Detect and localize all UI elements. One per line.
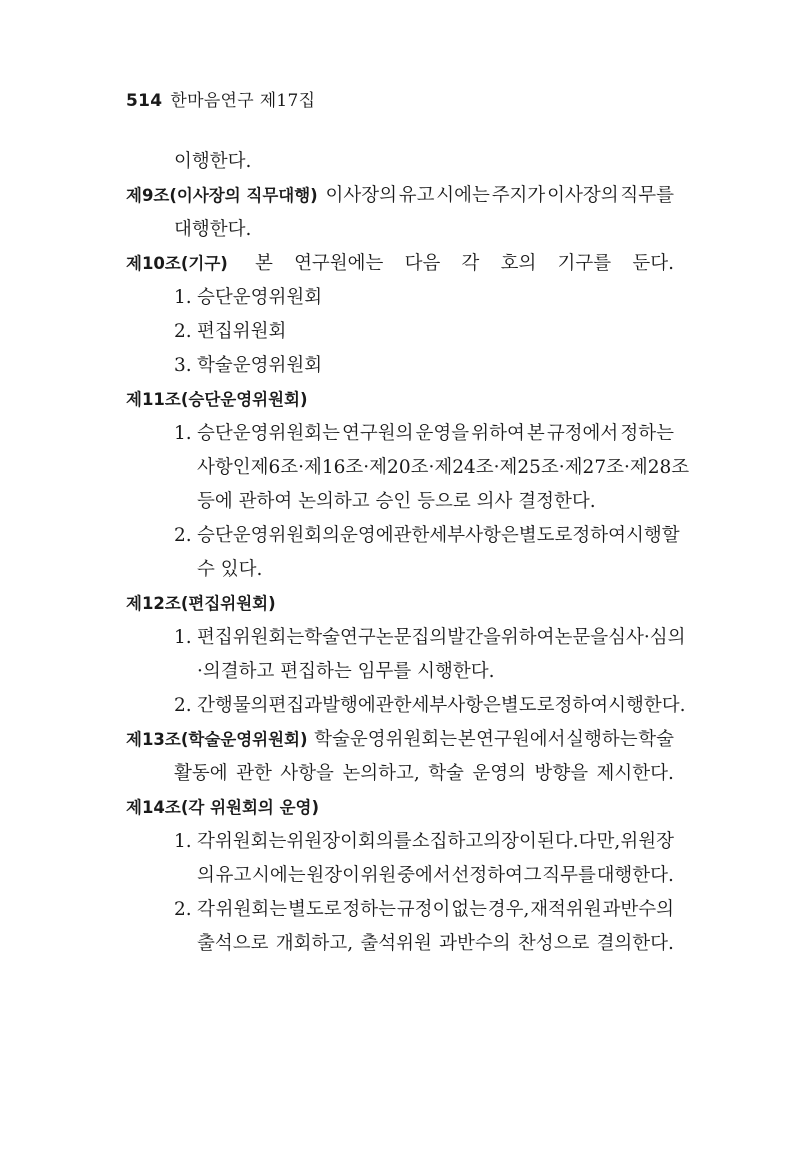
word: 사항인 (197, 457, 251, 478)
word: 연구원에서 (476, 729, 566, 750)
word: 각 (197, 831, 215, 852)
word: 위원 (360, 865, 397, 886)
article-title: 제14조(각 위원회의 운영) (126, 798, 319, 817)
word: 위원회는 (214, 831, 287, 852)
word: 이사장의 (547, 185, 619, 206)
word: 논문을 (554, 627, 609, 648)
item-text: 승단운영위원회 (197, 287, 323, 308)
word: 발간을 (447, 627, 501, 648)
article-title: 제11조(승단운영위원회) (126, 390, 308, 409)
article-line (126, 179, 674, 213)
word: 정하여 (572, 525, 626, 546)
word: 정하여 (554, 695, 609, 716)
item-text (197, 417, 674, 451)
numbered-item (126, 825, 674, 859)
word: 정하는 (342, 899, 396, 920)
numbered-item (126, 689, 686, 723)
item-text (197, 621, 685, 655)
numbered-item (126, 281, 674, 315)
article-line (126, 247, 674, 281)
word: 위원장 (620, 831, 674, 852)
word: 재적위원 (530, 899, 602, 920)
word: 학술 (638, 729, 674, 750)
word: 관한 (393, 525, 430, 546)
word: 둔다. (632, 253, 674, 274)
word: 그 (523, 865, 542, 886)
word: 유고 (215, 865, 252, 886)
word: 관한 (375, 695, 412, 716)
regulation-body (126, 145, 690, 961)
article-title: 제9조(이사장의 직무대행) (126, 186, 318, 205)
word: 규정이 (396, 899, 451, 920)
page-number: 514 (126, 91, 163, 111)
item-number: 2. (174, 321, 192, 342)
word: 시에는 (436, 185, 490, 206)
word: 호의 (500, 253, 537, 274)
word: 직무를 (542, 865, 596, 886)
word: 위하여 (500, 627, 555, 648)
word: 시행할 (625, 525, 680, 546)
item-text: 편집위원회 (197, 321, 287, 342)
word: 세부사항은 (411, 695, 501, 716)
running-header (126, 86, 315, 111)
word: 과반수의 (439, 933, 511, 954)
word: 관한 (236, 763, 272, 784)
word: 된다. (536, 831, 579, 852)
word: 과반수의 (602, 899, 674, 920)
item-text (197, 689, 685, 723)
word: 의 (197, 865, 215, 886)
word: 편집과 (268, 695, 323, 716)
numbered-item (126, 417, 674, 451)
word: 다음 (404, 253, 441, 274)
word: 찬성으로 (517, 933, 590, 954)
article-line (126, 383, 674, 417)
word: 논의하고, (342, 763, 420, 784)
word: 별도로 (518, 525, 573, 546)
word: 별도로 (500, 695, 555, 716)
item-number: 3. (174, 355, 192, 376)
item-text (197, 825, 674, 859)
word: 각 (197, 899, 215, 920)
continuation-line: 등에 관하여 논의하고 승인 등으로 의사 결정한다. (197, 491, 596, 512)
word: 직무를 (620, 185, 674, 206)
word: 경우, (487, 899, 530, 920)
word: 출석위원 (360, 933, 432, 954)
word: 편집위원회는 (197, 627, 305, 648)
word: 없는 (451, 899, 487, 920)
numbered-item (126, 519, 680, 553)
word: 제시한다. (596, 763, 674, 784)
word: 대행한다. (596, 865, 674, 886)
article-title: 제12조(편집위원회) (126, 594, 276, 613)
word: 주지가 (491, 185, 546, 206)
word: 세부사항은 (429, 525, 519, 546)
article-title: 제13조(학술운영위원회) (126, 730, 308, 749)
numbered-item (126, 349, 674, 383)
word: 학술연구 (304, 627, 376, 648)
word: 학술운영위원회는 (314, 729, 458, 750)
word: 다만, (578, 831, 621, 852)
continuation-line (126, 859, 674, 893)
indented-line: 대행한다. (174, 219, 252, 240)
item-number: 2. (174, 525, 192, 546)
indented-line (126, 757, 674, 791)
word: 활동에 (174, 763, 228, 784)
word: 별도로 (287, 899, 342, 920)
word: 연구원에는 (294, 253, 384, 274)
word: 위원회는 (215, 899, 288, 920)
word: 시에는 (252, 865, 306, 886)
word: 본 (457, 729, 476, 750)
numbered-item (126, 315, 674, 349)
item-text (197, 893, 674, 927)
word: 제6조·제16조·제20조·제24조·제25조·제27조·제28조 (250, 457, 690, 478)
article-line (126, 791, 674, 825)
word: 심사·심의 (608, 627, 686, 648)
word: 간행물의 (197, 695, 269, 716)
word: 개회하고, (275, 933, 354, 954)
word: 승단운영위원회의 (197, 525, 340, 546)
word: 연구원의 (342, 423, 414, 444)
word: 승단운영위원회는 (197, 423, 340, 444)
continuation-line (126, 451, 690, 485)
item-number: 1. (174, 627, 192, 648)
word: 유고 (398, 185, 435, 206)
continuation-line: ·의결하고 편집하는 임무를 시행한다. (197, 661, 495, 682)
article-title: 제10조(기구) (126, 254, 228, 273)
word: 중에서 (397, 865, 451, 886)
word: 실행하는 (566, 729, 638, 750)
word: 각 (461, 253, 480, 274)
item-number: 1. (174, 831, 192, 852)
article-line (126, 723, 674, 757)
word: 사항을 (280, 763, 334, 784)
word: 본 (255, 253, 273, 274)
word: 기구를 (557, 253, 612, 274)
word: 발행에 (322, 695, 376, 716)
word: 출석으로 (197, 933, 269, 954)
item-number: 1. (174, 287, 192, 308)
word: 위원장이 (286, 831, 358, 852)
numbered-item (126, 893, 674, 927)
item-text: 학술운영위원회 (197, 355, 323, 376)
word: 방향을 (534, 763, 589, 784)
word: 운영을 (415, 423, 470, 444)
word: 의장이 (483, 831, 537, 852)
word: 운영의 (472, 763, 527, 784)
continuation-line: 수 있다. (197, 559, 263, 580)
word: 정하는 (620, 423, 674, 444)
word: 회의를 (358, 831, 412, 852)
word: 논문집의 (375, 627, 448, 648)
word: 시행한다. (608, 695, 686, 716)
word: 소집하고 (411, 831, 484, 852)
word: 결의한다. (596, 933, 674, 954)
indented-line: 이행한다. (174, 151, 252, 172)
word: 운영에 (339, 525, 394, 546)
item-number: 2. (174, 695, 192, 716)
word: 이사장의 (325, 185, 397, 206)
word: 학술 (428, 763, 464, 784)
journal-title: 한마음연구 제17집 (170, 91, 316, 111)
word: 원장이 (306, 865, 360, 886)
numbered-item (126, 621, 686, 655)
continuation-line (126, 927, 674, 961)
article-line (126, 587, 674, 621)
word: 위하여 (471, 423, 525, 444)
item-number: 1. (174, 423, 192, 444)
word: 규정에서 (546, 423, 619, 444)
item-text (197, 519, 680, 553)
word: 선정하여 (451, 865, 523, 886)
item-number: 2. (174, 899, 192, 920)
word: 본 (526, 423, 545, 444)
